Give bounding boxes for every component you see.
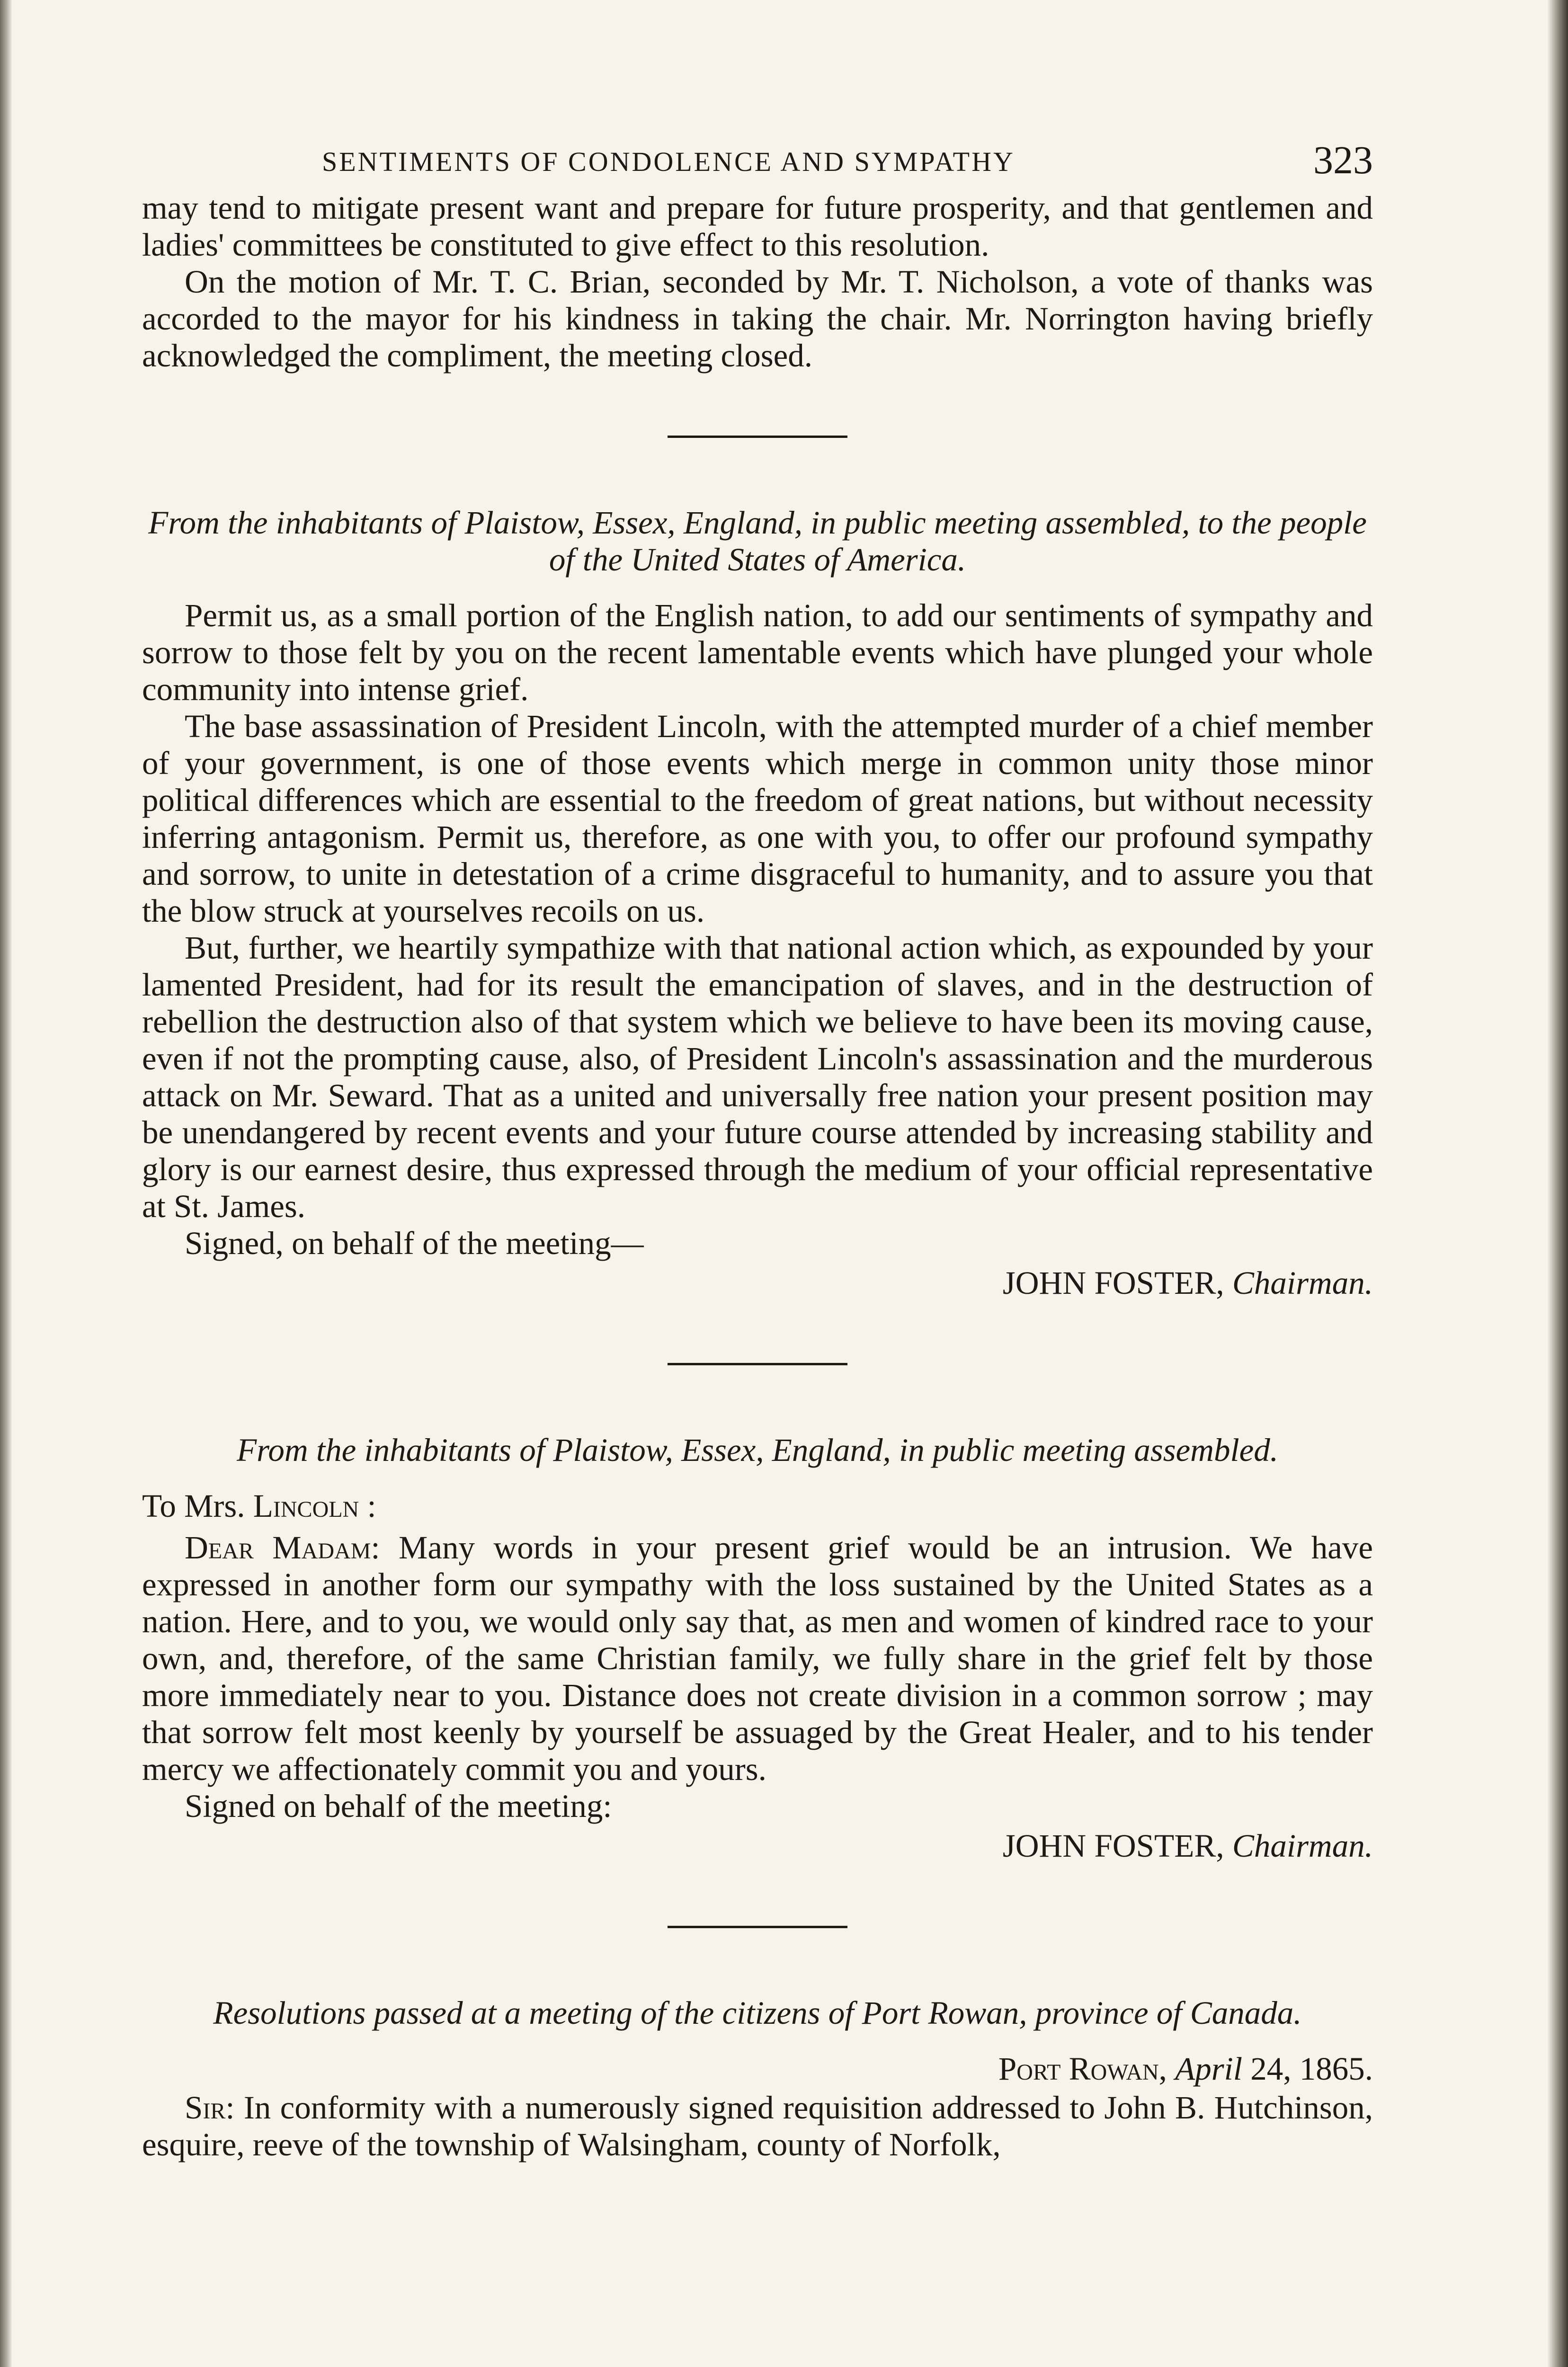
paragraph-text: : In conformity with a numerously signed requisition addressed to John B. Hutchinson, esquire, reeve of the township of Walsingham, county of Norfolk,: [142, 2090, 1373, 2162]
section-divider: [668, 1363, 847, 1365]
section-heading: From the inhabitants of Plaistow, Essex, England, in public meeting assembled.: [236, 1432, 1279, 1468]
paragraph: The base assassination of President Lincoln, with the attempted murder of a chief member of your government, is one of those events which merge in common unity those minor political differences which are essential to the freedom of great nations, but without necessity inferring antagonism. Permit us, therefore, as one with you, to offer our profound sympathy and sorrow, to unite in detestation of a crime disgraceful to humanity, and to assure you that the blow struck at yourselves recoils on us.: [142, 708, 1373, 929]
dateline: [142, 2050, 1373, 2087]
signature: [142, 1264, 1373, 1301]
dateline-place: Port Rowan,: [998, 2051, 1167, 2087]
section-divider: [668, 436, 847, 438]
paragraph: Permit us, as a small portion of the English nation, to add our sentiments of sympathy and sorrow to those felt by you on the recent lamentable events which have plunged your whole community into intense grief.: [142, 597, 1373, 707]
signer-name: JOHN FOSTER,: [1002, 1265, 1224, 1301]
page-number: 323: [1313, 138, 1373, 182]
paragraph-text: : Many words in your present grief would be an intrusion. We have expressed in another form our sympathy with the loss sustained by the United States as a nation. Here, and to you, we would only say that, as men and women of kindred race to your own, and, therefore, of the same Christian family, we fully share in the grief felt by those more immediately near to you. Distance does not create division in a common sorrow ; may that sorrow felt most keenly by yourself be assuaged by the Great Healer, and to his tender mercy we affectionately commit you and yours.: [142, 1530, 1373, 1787]
section-plaistow-to-people: [142, 504, 1373, 1301]
section-port-rowan: [142, 1994, 1373, 2163]
dateline-month: April: [1175, 2051, 1242, 2087]
signed-line: Signed, on behalf of the meeting—: [185, 1225, 644, 1261]
address-prefix: To Mrs.: [142, 1488, 245, 1524]
address-suffix: :: [367, 1488, 376, 1524]
address-name: Lincoln: [253, 1488, 359, 1524]
running-head: [142, 137, 1373, 189]
signature: [142, 1827, 1373, 1864]
paragraph: may tend to mitigate present want and prepare for future prosperity, and that gentlemen and ladies' committees be constituted to give effect to this resolution.: [142, 190, 1373, 263]
paragraph: On the motion of Mr. T. C. Brian, seconded by Mr. T. Nicholson, a vote of thanks was accorded to the mayor for his kindness in taking the chair. Mr. Norrington having briefly acknowledged the compliment, the meeting closed.: [142, 264, 1373, 374]
section-plaistow-to-mrs-lincoln: [142, 1432, 1373, 1864]
book-page: [142, 137, 1373, 2163]
paragraph: [142, 1529, 1373, 1788]
section-heading: From the inhabitants of Plaistow, Essex, England, in public meeting assembled, to the people of the United States of America.: [148, 505, 1367, 578]
section-heading: Resolutions passed at a meeting of the citizens of Port Rowan, province of Canada.: [213, 1995, 1302, 2031]
page-edge-left: [0, 0, 12, 2367]
address-line: [142, 1487, 1373, 1524]
paragraph: [142, 2089, 1373, 2163]
dateline-year: 24, 1865.: [1250, 2051, 1373, 2087]
signer-role: Chairman.: [1232, 1828, 1373, 1864]
running-title: SENTIMENTS OF CONDOLENCE AND SYMPATHY: [322, 146, 1015, 177]
page-edge-right: [1547, 0, 1568, 2367]
signer-name: JOHN FOSTER,: [1002, 1828, 1224, 1864]
signed-line: Signed on behalf of the meeting:: [185, 1788, 612, 1824]
section-meeting-close: [142, 189, 1373, 374]
section-divider: [668, 1926, 847, 1928]
paragraph: But, further, we heartily sympathize with that national action which, as expounded by your lamented President, had for its result the emancipation of slaves, and in the destruction of rebellion the destruction also of that system which we believe to have been its moving cause, even if not the prompting cause, also, of President Lincoln's assassination and the murderous attack on Mr. Seward. That as a united and universally free nation your present position may be unendangered by recent events and your future course attended by increasing stability and glory is our earnest desire, thus expressed through the medium of your official representative at St. James.: [142, 930, 1373, 1224]
salutation: Sir: [185, 2090, 226, 2126]
salutation: Dear Madam: [185, 1530, 371, 1566]
signer-role: Chairman.: [1232, 1265, 1373, 1301]
